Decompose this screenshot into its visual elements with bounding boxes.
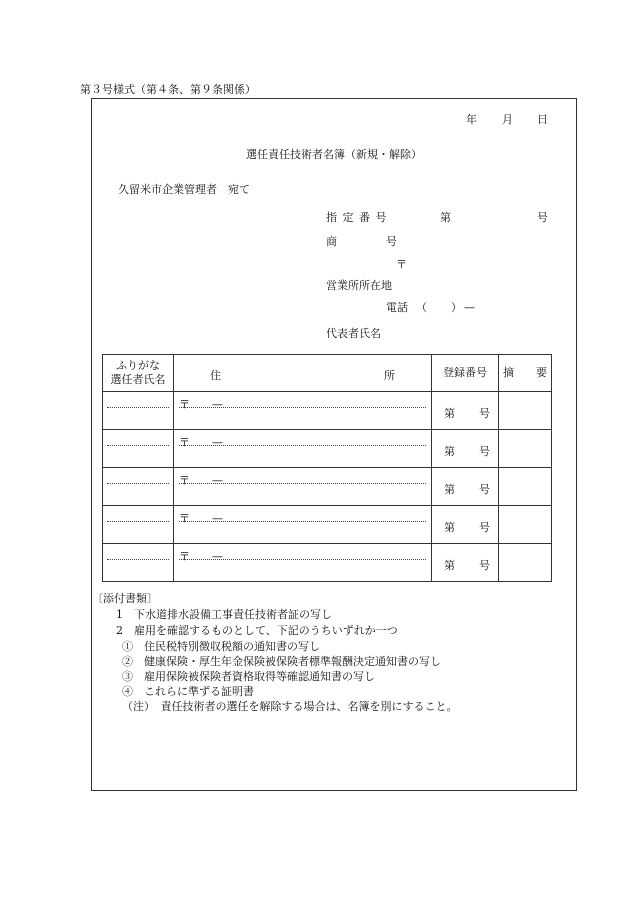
registration-prefix: 第 [444, 445, 455, 458]
name-header: 選任者氏名 [110, 373, 166, 386]
attachment-item-2: 2 雇用を確認するものとして、下記のうちいずれか一つ [116, 624, 398, 637]
address-dotted-line [179, 521, 426, 522]
postal-code [179, 472, 223, 488]
registration-suffix: 号 [479, 483, 490, 496]
document-title: 選任責任技術者名簿（新規・解除） [246, 148, 422, 161]
attachment-sub-3: ③ 雇用保険被保険者資格取得等確認通知書の写し [122, 670, 375, 683]
address-cell [174, 468, 432, 506]
name-cell [103, 544, 174, 582]
postal-code [179, 548, 223, 564]
name-cell [103, 506, 174, 544]
table-row [103, 468, 552, 506]
registration-cell [432, 506, 499, 544]
postal-mark: 〒 [179, 512, 190, 525]
registration-cell [432, 430, 499, 468]
postal-dash: — [212, 474, 223, 487]
address-dotted-line [179, 559, 426, 560]
remarks-cell [499, 430, 552, 468]
attachments-heading: 〔添付書類〕 [92, 592, 158, 605]
postal-mark: 〒 [396, 258, 407, 271]
name-dotted-line [107, 445, 169, 446]
attachment-sub-2: ② 健康保険・厚生年金保険被保険者標準報酬決定通知書の写し [122, 655, 441, 668]
trade-name-label-1: 商 [326, 235, 337, 248]
postal-code [179, 434, 223, 450]
name-dotted-line [107, 483, 169, 484]
attachment-item-1: 1 下水道排水設備工事責任技術者証の写し [116, 608, 332, 621]
address-cell [174, 506, 432, 544]
date-day-label: 日 [537, 113, 548, 126]
name-dotted-line [107, 407, 169, 408]
address-cell [174, 544, 432, 582]
postal-code [179, 510, 223, 526]
registration-cell [432, 544, 499, 582]
remarks-cell [499, 468, 552, 506]
designation-suffix: 号 [537, 211, 548, 224]
remarks-cell [499, 506, 552, 544]
name-dotted-line [107, 559, 169, 560]
address-dotted-line [179, 483, 426, 484]
registration-cell [432, 392, 499, 430]
attachment-sub-4: ④ これらに準ずる証明書 [122, 685, 254, 698]
registration-suffix: 号 [479, 559, 490, 572]
postal-mark: 〒 [179, 436, 190, 449]
postal-dash: — [212, 512, 223, 525]
name-dotted-line [107, 521, 169, 522]
office-address-label: 営業所所在地 [326, 279, 392, 292]
furigana-header: ふりがな [116, 359, 160, 373]
name-header-cell [103, 355, 174, 392]
phone-label: 電話 [386, 301, 408, 314]
technician-table [102, 354, 552, 582]
registration-prefix: 第 [444, 483, 455, 496]
designation-prefix: 第 [440, 211, 451, 224]
address-cell [174, 430, 432, 468]
addressee: 久留米市企業管理者 宛て [118, 183, 250, 196]
table-row [103, 392, 552, 430]
postal-dash: — [212, 398, 223, 411]
address-header-right: 所 [384, 369, 395, 382]
postal-mark: 〒 [179, 398, 190, 411]
table-header-row [103, 355, 552, 392]
postal-mark: 〒 [179, 550, 190, 563]
name-cell [103, 468, 174, 506]
designation-number-label: 指 定 番 号 [326, 211, 388, 224]
registration-suffix: 号 [479, 521, 490, 534]
date-year-label: 年 [466, 113, 477, 126]
address-dotted-line [179, 407, 426, 408]
registration-suffix: 号 [479, 407, 490, 420]
name-cell [103, 430, 174, 468]
trade-name-label-2: 号 [386, 235, 397, 248]
name-cell [103, 392, 174, 430]
representative-name-label: 代表者氏名 [326, 327, 381, 340]
form-number: 第３号様式（第４条、第９条関係） [80, 83, 256, 96]
table-row [103, 430, 552, 468]
phone-close-paren: ） [451, 301, 462, 314]
remarks-cell [499, 544, 552, 582]
postal-mark: 〒 [179, 474, 190, 487]
postal-dash: — [212, 550, 223, 563]
registration-prefix: 第 [444, 407, 455, 420]
address-dotted-line [179, 445, 426, 446]
postal-dash: — [212, 436, 223, 449]
registration-prefix: 第 [444, 559, 455, 572]
date-month-label: 月 [502, 113, 513, 126]
address-cell [174, 392, 432, 430]
registration-header: 登録番号 [432, 355, 499, 392]
remarks-header: 摘 要 [499, 355, 552, 392]
registration-suffix: 号 [479, 445, 490, 458]
address-header-left: 住 [210, 369, 221, 382]
table-row [103, 544, 552, 582]
phone-dash: — [464, 301, 475, 314]
remarks-cell [499, 392, 552, 430]
table-row [103, 506, 552, 544]
registration-prefix: 第 [444, 521, 455, 534]
registration-cell [432, 468, 499, 506]
phone-open-paren: （ [416, 301, 427, 314]
attachment-sub-1: ① 住民税特別徴収税額の通知書の写し [122, 640, 320, 653]
postal-code [179, 396, 223, 412]
attachment-note: （注） 責任技術者の選任を解除する場合は、名簿を別にすること。 [122, 700, 458, 713]
address-header-cell [174, 355, 432, 392]
